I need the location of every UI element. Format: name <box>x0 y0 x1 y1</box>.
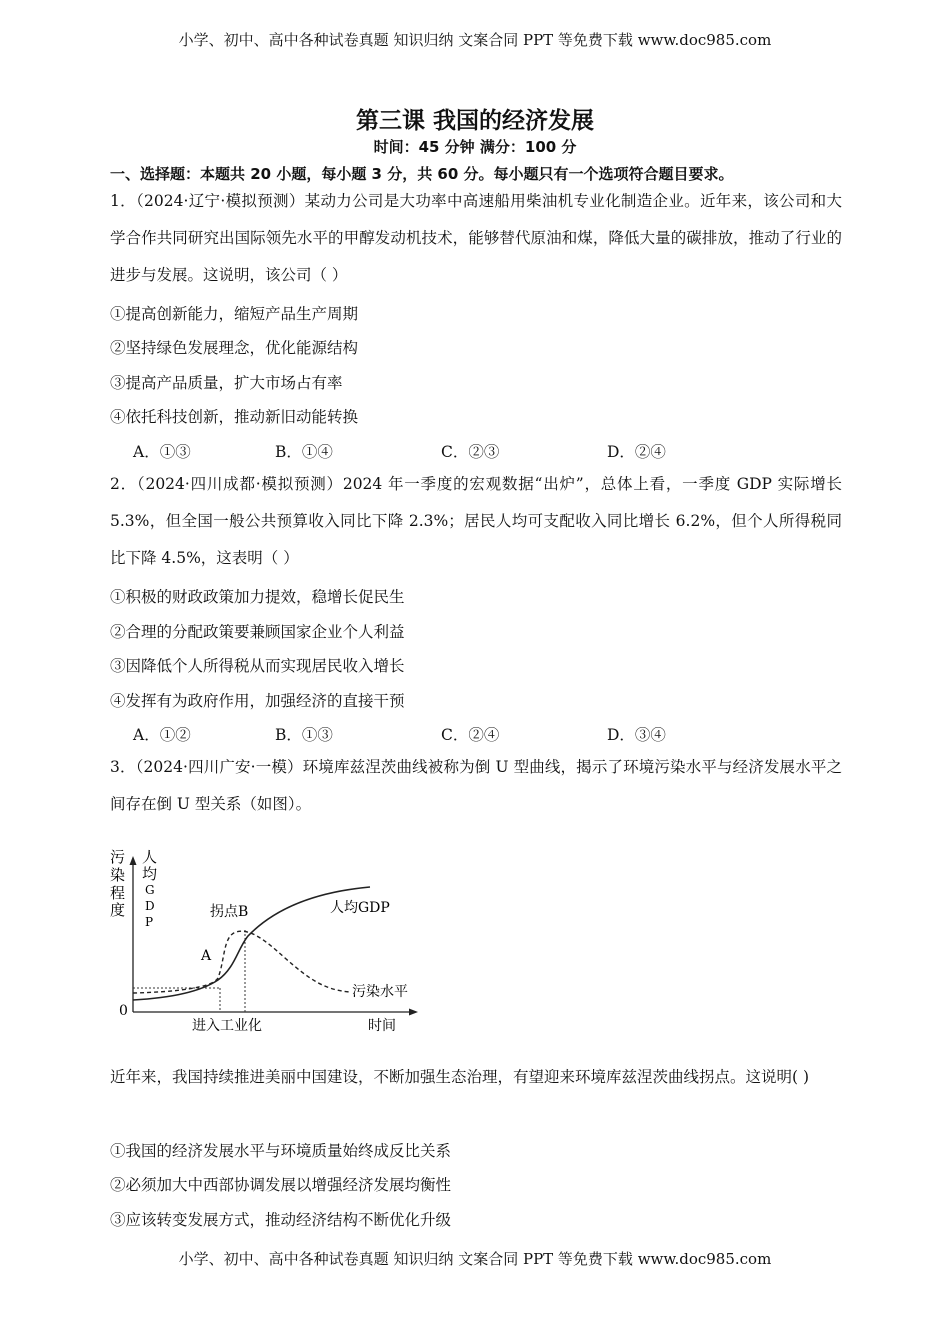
question-1-stem: 1．（2024·辽宁·模拟预测）某动力公司是大功率中高速船用柴油机专业化制造企业。近年来，该公司和大学合作共同研究出国际领先水平的甲醇发动机技术，能够替代原油和煤，降低大量的碳排放，推动了行业的进步与发展。这说明，该公司（ ） <box>110 192 842 284</box>
q2-option-b: B．①③ <box>275 726 333 744</box>
question-2-stem: 2．（2024·四川成都·模拟预测）2024 年一季度的宏观数据“出炉”，总体上看，一季度 GDP 实际增长 5.3%，但全国一般公共预算收入同比下降 2.3%；居民人均可支配收入同比增长 6.2%，但个人所得税同比下降 4.5%，这表明（ ） <box>110 475 842 567</box>
turning-point-b-label: 拐点B <box>210 904 249 920</box>
section-heading: 一、选择题：本题共 20 小题，每小题 3 分，共 60 分。每小题只有一个选项符合题目要求。 <box>110 165 734 183</box>
y-label-pollution-char: 度 <box>110 901 126 919</box>
page-footer: 小学、初中、高中各种试卷真题 知识归纳 文案合同 PPT 等免费下载 www.doc985.com <box>178 1250 772 1268</box>
y-label-gdp-char: 人 <box>142 848 158 866</box>
q3-item-1: ①我国的经济发展水平与环境质量始终成反比关系 <box>110 1142 452 1160</box>
q3-item-3: ③应该转变发展方式，推动经济结构不断优化升级 <box>110 1211 452 1229</box>
y-label-pollution-char: 程 <box>110 884 126 902</box>
q2-option-a: A．①② <box>133 726 191 744</box>
exam-info: 时间：45 分钟 满分：100 分 <box>373 138 577 156</box>
q3-item-2: ②必须加大中西部协调发展以增强经济发展均衡性 <box>110 1176 452 1194</box>
kuznets-curve-svg <box>100 840 430 1040</box>
turning-point-a-label: A <box>201 948 212 964</box>
q1-option-b: B．①④ <box>275 443 333 461</box>
q1-item-1: ①提高创新能力，缩短产品生产周期 <box>110 305 359 323</box>
q2-item-3: ③因降低个人所得税从而实现居民收入增长 <box>110 657 405 675</box>
question-3-prompt: 近年来，我国持续推进美丽中国建设，不断加强生态治理，有望迎来环境库兹涅茨曲线拐点。这说明( ) <box>110 1068 810 1086</box>
q1-option-a: A．①③ <box>133 443 191 461</box>
q1-item-3: ③提高产品质量，扩大市场占有率 <box>110 374 343 392</box>
y-label-gdp-char: G <box>145 883 155 897</box>
gdp-curve-label: 人均GDP <box>330 900 390 916</box>
q2-item-1: ①积极的财政政策加力提效，稳增长促民生 <box>110 588 405 606</box>
x-axis-arrow <box>409 1009 418 1016</box>
q2-item-2: ②合理的分配政策要兼顾国家企业个人利益 <box>110 623 405 641</box>
page-header: 小学、初中、高中各种试卷真题 知识归纳 文案合同 PPT 等免费下载 www.doc985.com <box>178 31 772 49</box>
q2-option-c: C．②④ <box>441 726 500 744</box>
x-axis-label: 时间 <box>368 1018 396 1034</box>
y-label-gdp-char: 均 <box>142 865 158 883</box>
y-label-pollution-char: 染 <box>110 866 126 884</box>
q1-item-2: ②坚持绿色发展理念，优化能源结构 <box>110 339 359 357</box>
q1-option-d: D．②④ <box>607 443 666 461</box>
pollution-curve <box>133 931 350 993</box>
q1-option-c: C．②③ <box>441 443 500 461</box>
kuznets-curve-figure <box>100 840 430 1040</box>
page-title: 第三课 我国的经济发展 <box>355 108 594 134</box>
q1-item-4: ④依托科技创新，推动新旧动能转换 <box>110 408 359 426</box>
industrialization-label: 进入工业化 <box>192 1018 262 1034</box>
origin-label: 0 <box>119 1003 128 1019</box>
y-label-pollution-char: 污 <box>110 848 126 866</box>
question-3-stem: 3．（2024·四川广安·一模）环境库兹涅茨曲线被称为倒 U 型曲线，揭示了环境污染水平与经济发展水平之间存在倒 U 型关系（如图）。 <box>110 758 842 813</box>
q2-option-d: D．③④ <box>607 726 666 744</box>
y-label-gdp-char: D <box>145 899 155 913</box>
y-label-gdp-char: P <box>145 915 154 929</box>
y-axis-arrow <box>130 856 137 865</box>
q2-item-4: ④发挥有为政府作用，加强经济的直接干预 <box>110 692 405 710</box>
pollution-curve-label: 污染水平 <box>352 984 408 1000</box>
